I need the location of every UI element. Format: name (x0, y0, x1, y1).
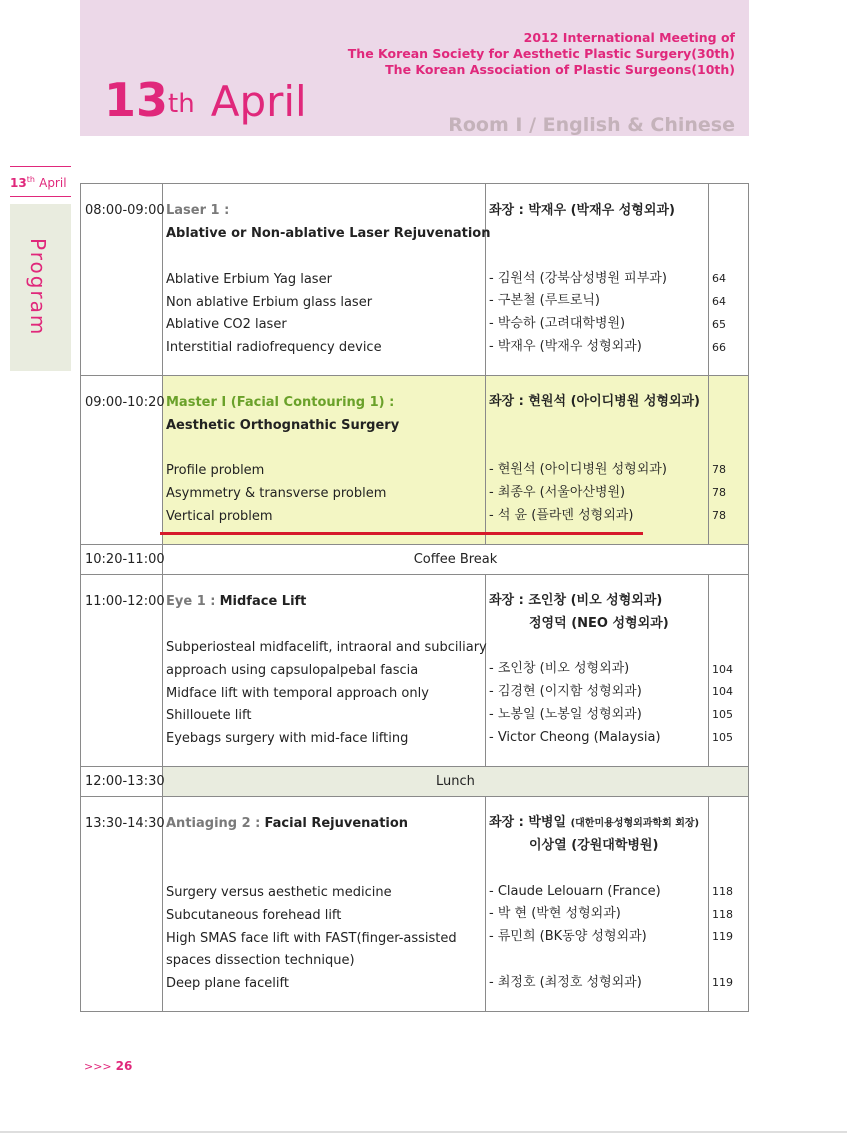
page-number: 26 (115, 1059, 133, 1073)
date-suffix: th (168, 89, 195, 119)
header-banner (80, 0, 749, 136)
session-category: Laser 1 : (166, 203, 230, 218)
talk-topic: Eyebags surgery with mid-face lifting (166, 731, 409, 746)
side-tab-box (10, 204, 71, 371)
session-category: Eye 1 : (166, 594, 216, 609)
talk-topic: Vertical problem (166, 509, 273, 524)
session-time: 09:00-10:20 (85, 395, 165, 410)
table-rule (80, 544, 749, 545)
session-heading (166, 594, 306, 610)
talk-page: 78 (712, 509, 726, 522)
page-footer (84, 1059, 132, 1073)
page-date-title (104, 72, 307, 130)
talk-page: 119 (712, 930, 733, 943)
talk-topic: Surgery versus aesthetic medicine (166, 885, 392, 900)
talk-topic: Shillouete lift (166, 708, 252, 723)
talk-speaker: - Victor Cheong (Malaysia) (489, 730, 661, 745)
talk-topic: Deep plane facelift (166, 976, 289, 991)
break-label: Lunch (436, 774, 475, 789)
talk-speaker: - 석 윤 (플라덴 성형외과) (489, 508, 634, 523)
conference-line: 2012 International Meeting of (523, 30, 735, 45)
talk-topic-cont: spaces dissection technique) (166, 953, 355, 968)
table-rule (80, 766, 749, 767)
red-underline-annotation (160, 532, 643, 535)
session-time: 08:00-09:00 (85, 203, 165, 218)
table-rule (80, 183, 81, 1012)
session-time: 10:20-11:00 (85, 552, 165, 567)
side-date-day: 13 (10, 176, 27, 190)
talk-topic: High SMAS face lift with FAST(finger-assisted (166, 931, 457, 946)
session-co-chair: 정영덕 (NEO 성형외과) (529, 616, 669, 631)
session-title: Facial Rejuvenation (264, 816, 409, 831)
talk-topic: Ablative Erbium Yag laser (166, 272, 332, 287)
session-time: 12:00-13:30 (85, 774, 165, 789)
table-rule (485, 574, 486, 766)
talk-speaker: - Claude Lelouarn (France) (489, 884, 661, 899)
side-date-month: April (39, 176, 67, 190)
talk-speaker: - 박 현 (박현 성형외과) (489, 906, 621, 921)
talk-topic: Ablative CO2 laser (166, 317, 287, 332)
talk-speaker: - 김원석 (강북삼성병원 피부과) (489, 271, 667, 286)
talk-page: 119 (712, 976, 733, 989)
table-rule (708, 796, 709, 1011)
session-chair (489, 815, 699, 832)
talk-speaker: - 구본철 (루트로닉) (489, 293, 601, 308)
side-tab-rule (10, 196, 71, 197)
footer-arrows: >>> (84, 1060, 112, 1073)
talk-speaker: - 최종우 (서울아산병원) (489, 485, 626, 500)
session-heading (166, 816, 408, 832)
talk-page: 78 (712, 486, 726, 499)
table-rule (748, 183, 749, 1012)
date-month: April (210, 77, 307, 126)
session-chair-note: (대한미용성형외과학회 회장) (570, 818, 700, 829)
talk-page: 118 (712, 885, 733, 898)
talk-page: 65 (712, 318, 726, 331)
table-rule (80, 183, 749, 184)
table-rule (80, 574, 749, 575)
session-category: Antiaging 2 : (166, 816, 261, 831)
session-title: Aesthetic Orthognathic Surgery (166, 418, 400, 433)
talk-topic: Subperiosteal midfacelift, intraoral and subciliary (166, 640, 487, 655)
talk-topic: Asymmetry & transverse problem (166, 486, 387, 501)
session-category: Master I (Facial Contouring 1) : (166, 395, 395, 410)
talk-page: 118 (712, 908, 733, 921)
talk-page: 66 (712, 341, 726, 354)
session-co-chair: 이상열 (강원대학병원) (529, 838, 659, 853)
session-time: 11:00-12:00 (85, 594, 165, 609)
talk-page: 78 (712, 463, 726, 476)
talk-topic: Non ablative Erbium glass laser (166, 295, 373, 310)
talk-speaker: - 조인창 (비오 성형외과) (489, 661, 630, 676)
talk-speaker: - 노봉일 (노봉일 성형외과) (489, 707, 642, 722)
talk-page: 105 (712, 708, 733, 721)
conference-line: The Korean Association of Plastic Surgeons(10th) (385, 62, 735, 77)
session-chair: 좌장 : 조인창 (비오 성형외과) (489, 593, 663, 608)
talk-speaker: - 박재우 (박재우 성형외과) (489, 339, 642, 354)
talk-speaker: - 김경현 (이지함 성형외과) (489, 684, 642, 699)
room-label: Room I / English & Chinese (448, 114, 735, 136)
side-tab-label: Program (26, 238, 50, 337)
session-time: 13:30-14:30 (85, 816, 165, 831)
table-rule (485, 796, 486, 1011)
talk-page: 64 (712, 272, 726, 285)
session-title: Ablative or Non-ablative Laser Rejuvenation (166, 226, 491, 241)
table-rule (80, 796, 749, 797)
talk-speaker: - 박승하 (고려대학병원) (489, 316, 626, 331)
session-title: Midface Lift (219, 594, 307, 609)
side-tab (10, 166, 71, 337)
session-chair: 좌장 : 현원석 (아이디병원 성형외과) (489, 394, 700, 409)
program-table (80, 183, 749, 1012)
table-rule (80, 375, 749, 376)
talk-page: 64 (712, 295, 726, 308)
talk-speaker: - 현원석 (아이디병원 성형외과) (489, 462, 667, 477)
conference-title (348, 30, 735, 78)
talk-speaker: - 류민희 (BK동양 성형외과) (489, 929, 647, 944)
talk-page: 105 (712, 731, 733, 744)
conference-line: The Korean Society for Aesthetic Plastic Surgery(30th) (347, 46, 735, 61)
talk-topic: Interstitial radiofrequency device (166, 340, 382, 355)
talk-speaker: - 최정호 (최정호 성형외과) (489, 975, 642, 990)
talk-topic-cont: approach using capsulopalpebal fascia (166, 663, 419, 678)
session-chair-name: 좌장 : 박병일 (489, 815, 567, 830)
table-rule (80, 1011, 749, 1012)
session-chair: 좌장 : 박재우 (박재우 성형외과) (489, 203, 675, 218)
side-date-suffix: th (26, 175, 35, 184)
talk-topic: Midface lift with temporal approach only (166, 686, 429, 701)
break-label: Coffee Break (413, 552, 498, 567)
table-rule (708, 183, 709, 544)
talk-topic: Subcutaneous forehead lift (166, 908, 342, 923)
talk-page: 104 (712, 663, 733, 676)
talk-page: 104 (712, 685, 733, 698)
table-rule (708, 574, 709, 766)
side-tab-date (10, 167, 71, 196)
date-day: 13 (104, 73, 169, 127)
talk-topic: Profile problem (166, 463, 265, 478)
